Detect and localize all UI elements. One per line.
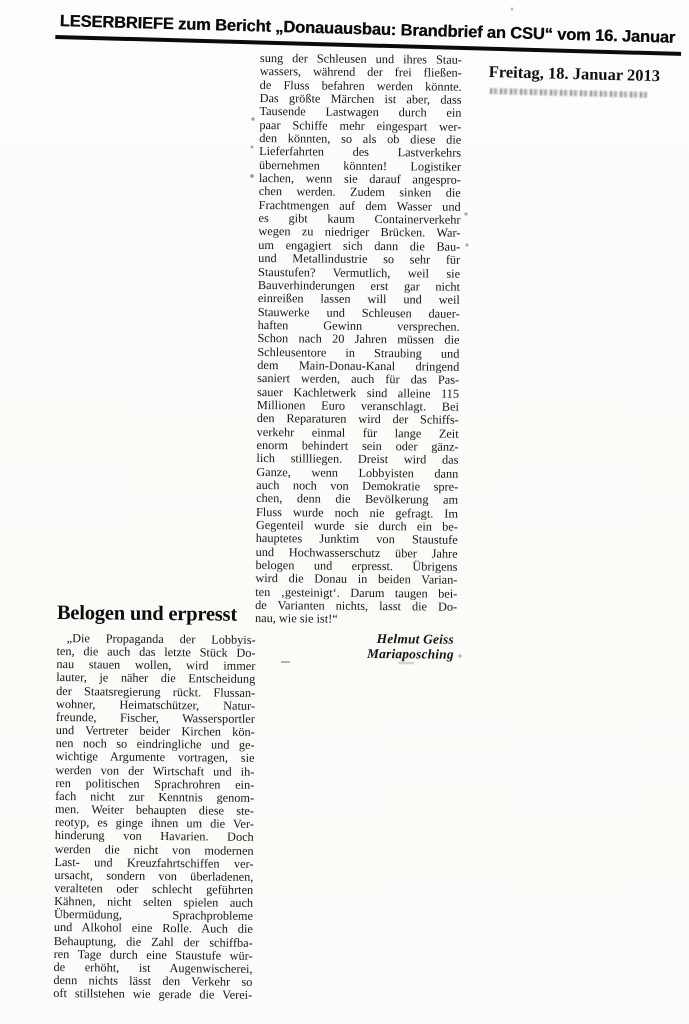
text-line: Bauverhinderungen erst gar nicht bbox=[257, 277, 461, 294]
text-line: ren politischen Sprachrohren ein- bbox=[55, 775, 255, 792]
text-line: wohner, Heimatschützer, Natur- bbox=[55, 696, 256, 713]
text-line: Tausende Lastwagen durch ein bbox=[259, 104, 462, 121]
text-line: fach nicht zur Kenntnis genom- bbox=[55, 788, 255, 805]
text-line: „Die Propaganda der Lobbyis- bbox=[66, 631, 256, 647]
text-line: und Alkohol eine Rolle. Auch die bbox=[53, 920, 253, 937]
text-line: sauer Kachletwerk sind alleine 115 bbox=[256, 384, 460, 401]
text-line: lauter, je näher die Entscheidung bbox=[56, 670, 256, 687]
scan-artifact-dash bbox=[281, 661, 290, 663]
letter-column-middle-lines bbox=[255, 52, 462, 614]
text-line: belogen und erpresst. Übrigens bbox=[255, 558, 458, 574]
text-line: Behauptung, die Zahl der schiffba- bbox=[53, 933, 253, 950]
text-line: Frachtmengen auf dem Wasser und bbox=[258, 197, 461, 214]
text-line: wegen zu niedriger Brücken. War- bbox=[258, 224, 461, 241]
text-line: chen werden. Zudem sinken die bbox=[258, 184, 461, 201]
text-line: Kähnen, nicht selten spielen auch bbox=[54, 894, 254, 911]
signature-name: Helmut Geiss bbox=[376, 630, 454, 647]
text-line: saniert werden, auch für das Pas- bbox=[257, 371, 460, 388]
text-line: um engagiert sich dann die Bau- bbox=[258, 237, 461, 254]
text-line: übernehmen könnten! Logistiker bbox=[258, 157, 462, 174]
text-line: auch noch von Demokratie spre- bbox=[256, 477, 459, 494]
text-line: Schon nach 20 Jahren müssen die bbox=[257, 331, 460, 347]
signature-place: Mariaposching bbox=[367, 645, 454, 662]
scan-artifact-dash bbox=[398, 662, 414, 664]
text-line: den Reparaturen wird der Schiffs- bbox=[256, 411, 459, 428]
text-line: paar Schiffe mehr eingespart wer- bbox=[259, 117, 462, 134]
text-line: und Metallindustrie so sehr für bbox=[258, 251, 461, 267]
text-line: de erhöht, ist Augenwischerei, bbox=[53, 959, 253, 976]
text-line: men. Weiter behaupten diese ste- bbox=[54, 802, 255, 818]
letter-column-left-lines bbox=[53, 632, 256, 1002]
letter-column-middle bbox=[255, 52, 462, 662]
fine-print-illegible bbox=[490, 88, 648, 98]
text-line: Last- und Kreuzfahrtschiffen ver- bbox=[54, 854, 254, 871]
text-line: veralteten oder schlecht geführten bbox=[54, 880, 254, 897]
text-line: der Staatsregierung rückt. Flussan- bbox=[56, 683, 256, 700]
text-line: Millionen Euro veranschlagt. Bei bbox=[256, 397, 459, 414]
text-line: reotyp, es ginge ihnen um die Ver- bbox=[54, 815, 254, 832]
text-line: Das größte Märchen ist aber, dass bbox=[259, 91, 462, 107]
text-line: ten ‚gesteinigt‘. Darum taugen bei- bbox=[255, 584, 458, 601]
letter-closing-line: nau, wie sie ist!“ bbox=[254, 611, 338, 627]
text-line: wird die Donau in beiden Varian- bbox=[255, 571, 458, 588]
text-line: de Fluss befahren werden könnte. bbox=[259, 77, 462, 94]
text-line: freunde, Fischer, Wassersportler bbox=[55, 709, 255, 726]
text-line: wichtige Argumente vortragen, sie bbox=[55, 749, 255, 766]
text-line: de Varianten nichts, lasst die Do- bbox=[255, 598, 458, 614]
text-line: hinderung von Havarien. Doch bbox=[54, 828, 254, 845]
text-line: haften Gewinn versprechen. bbox=[257, 317, 460, 334]
text-line: dem Main-Donau-Kanal dringend bbox=[257, 357, 460, 374]
text-line: werden von der Wirtschaft und ih- bbox=[55, 762, 255, 779]
text-line: lich stillliegen. Dreist wird das bbox=[256, 451, 459, 468]
text-line: Schleusentore in Straubing und bbox=[257, 344, 460, 361]
text-line: wassers, während der frei fließen- bbox=[259, 64, 462, 81]
text-line: und Hochwasserschutz über Jahre bbox=[255, 544, 458, 561]
text-line: denn nichts lässt den Verkehr so bbox=[53, 973, 253, 989]
text-line: Stauwerke und Schleusen dauer- bbox=[257, 304, 460, 321]
dateline: Freitag, 18. Januar 2013 bbox=[488, 62, 661, 86]
text-line: Fluss wurde noch nie gefragt. Im bbox=[255, 504, 459, 521]
text-line: verkehr einmal für lange Zeit bbox=[256, 424, 459, 441]
text-line: nau stauen wollen, wird immer bbox=[56, 657, 256, 674]
text-line: nen noch so eindringliche und ge- bbox=[55, 736, 255, 753]
text-line: werden die nicht von modernen bbox=[54, 841, 254, 858]
masthead bbox=[55, 12, 682, 56]
text-line: ren Tage durch eine Staustufe wür- bbox=[53, 946, 253, 963]
masthead-title: LESERBRIEFE zum Bericht „Donauausbau: Brandbrief an CSU“ vom 16. Januar bbox=[59, 12, 676, 47]
text-line: Übermüdung, Sprachprobleme bbox=[53, 907, 254, 924]
text-line: lachen, wenn sie darauf angespro- bbox=[258, 171, 461, 187]
text-line: Staustufen? Vermutlich, weil sie bbox=[258, 264, 461, 281]
text-line: es gibt kaum Containerverkehr bbox=[258, 211, 461, 227]
text-line: und Vertreter beider Kirchen kön- bbox=[55, 723, 255, 739]
text-line: hauptetes Junktim von Staustufe bbox=[255, 531, 458, 548]
text-line: Lieferfahrten des Lastverkehrs bbox=[259, 144, 462, 161]
text-line: einreißen lassen will und weil bbox=[257, 291, 460, 307]
text-line: ten, die auch das letzte Stück Do- bbox=[56, 644, 256, 661]
text-line: oft stillstehen wie gerade die Verei- bbox=[53, 986, 253, 1003]
letter-column-left bbox=[53, 601, 256, 1002]
text-line: enorm behindert sein oder gänz- bbox=[256, 437, 459, 454]
text-line: sung der Schleusen und ihres Stau- bbox=[259, 51, 463, 67]
text-line: Gegenteil wurde sie durch ein be- bbox=[255, 518, 458, 534]
letter-headline: Belogen und erpresst bbox=[56, 601, 238, 626]
text-line: chen, denn die Bevölkerung am bbox=[256, 491, 459, 508]
text-line: ursacht, sondern von überladenen, bbox=[54, 867, 254, 884]
scan-artifacts bbox=[0, 0, 2, 2]
text-line: Ganze, wenn Lobbyisten dann bbox=[256, 464, 459, 481]
signature-block bbox=[255, 630, 457, 662]
text-line: den könnten, so als ob diese die bbox=[259, 131, 462, 147]
